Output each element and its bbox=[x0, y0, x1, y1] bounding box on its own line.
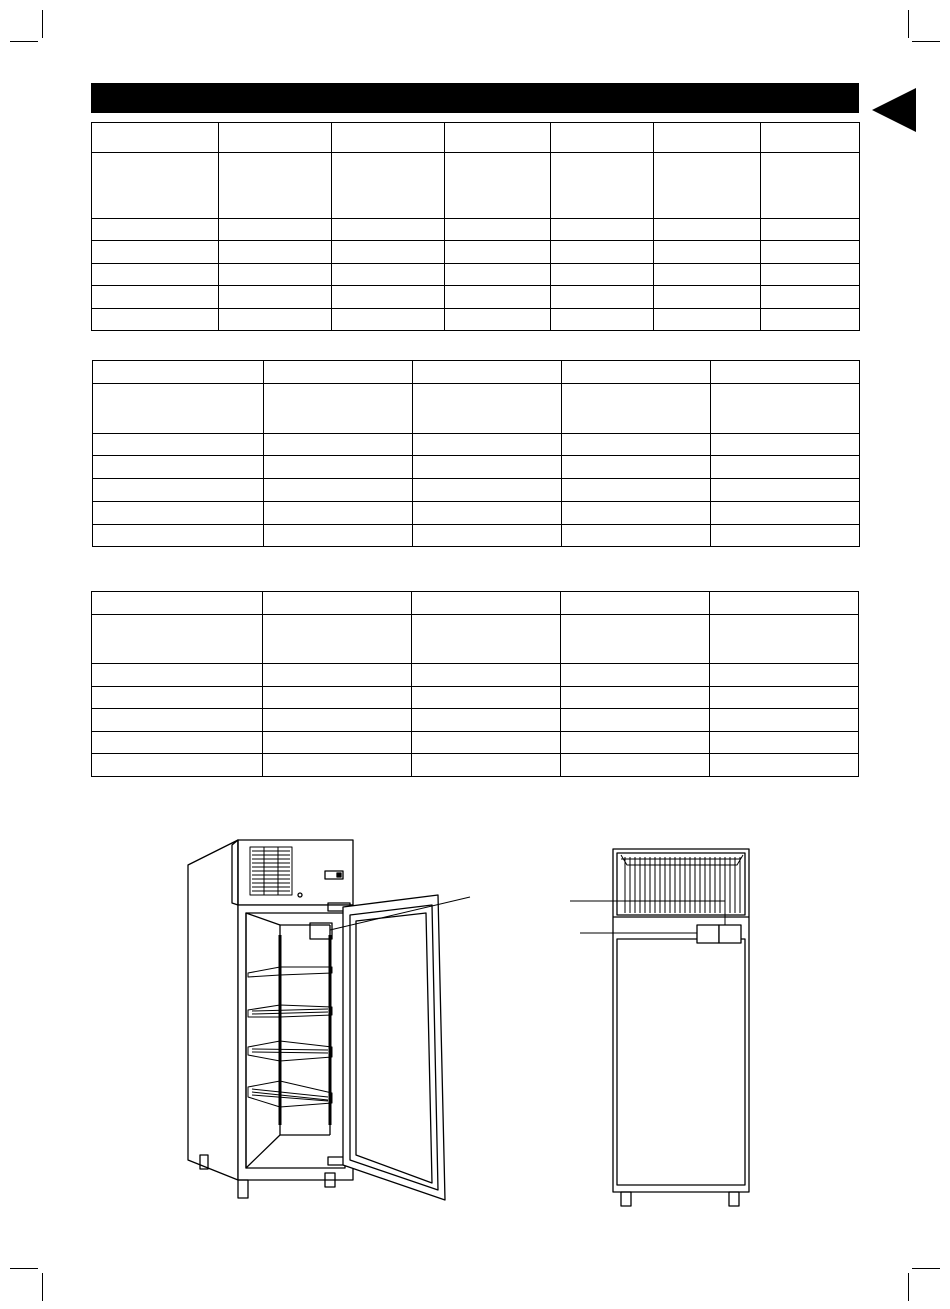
table-cell bbox=[562, 479, 711, 502]
table-cell bbox=[413, 361, 562, 384]
table-cell bbox=[263, 732, 412, 754]
table-cell bbox=[711, 434, 860, 456]
table-row bbox=[93, 434, 860, 456]
table-cell bbox=[413, 384, 562, 434]
table-cell bbox=[710, 709, 859, 732]
table-cell bbox=[413, 434, 562, 456]
table-cell bbox=[445, 123, 551, 153]
table-cell bbox=[561, 615, 710, 664]
table-cell bbox=[445, 219, 551, 241]
table-cell bbox=[561, 709, 710, 732]
table-label-row bbox=[92, 615, 859, 664]
table-cell bbox=[761, 123, 860, 153]
table-cell bbox=[413, 456, 562, 479]
table-cell bbox=[413, 502, 562, 525]
table-cell bbox=[551, 219, 654, 241]
table-cell bbox=[761, 286, 860, 309]
table-cell bbox=[561, 732, 710, 754]
table-cell bbox=[332, 309, 445, 331]
table-cell bbox=[654, 219, 761, 241]
table-cell bbox=[93, 525, 264, 547]
table-row bbox=[93, 525, 860, 547]
table-cell bbox=[445, 264, 551, 286]
table-row bbox=[92, 309, 860, 331]
table-row bbox=[92, 241, 860, 264]
table-cell bbox=[92, 309, 219, 331]
table-cell bbox=[92, 264, 219, 286]
table-cell bbox=[219, 241, 332, 264]
crop-mark bbox=[10, 41, 38, 42]
table-header-row bbox=[92, 592, 859, 615]
table-cell bbox=[654, 264, 761, 286]
table-cell bbox=[264, 479, 413, 502]
table-cell bbox=[412, 687, 561, 709]
table-cell bbox=[761, 264, 860, 286]
table-cell bbox=[263, 754, 412, 777]
table-cell bbox=[413, 525, 562, 547]
table-cell bbox=[92, 615, 263, 664]
table-row bbox=[92, 664, 859, 687]
table-cell bbox=[710, 615, 859, 664]
table-cell bbox=[711, 525, 860, 547]
table-cell bbox=[93, 502, 264, 525]
table-cell bbox=[219, 309, 332, 331]
table-cell bbox=[92, 732, 263, 754]
table-cell bbox=[93, 456, 264, 479]
table-cell bbox=[711, 502, 860, 525]
table-row bbox=[93, 479, 860, 502]
table-cell bbox=[412, 732, 561, 754]
table-cell bbox=[219, 264, 332, 286]
table-cell bbox=[93, 361, 264, 384]
triangle-left-icon bbox=[872, 88, 916, 132]
table-cell bbox=[92, 241, 219, 264]
table-cell bbox=[412, 615, 561, 664]
table-cell bbox=[551, 286, 654, 309]
table-cell bbox=[332, 264, 445, 286]
table-cell bbox=[263, 709, 412, 732]
table-cell bbox=[562, 384, 711, 434]
cabinet-open-door-drawing bbox=[180, 835, 480, 1210]
crop-mark bbox=[912, 1268, 940, 1269]
table-cell bbox=[445, 241, 551, 264]
table-cell bbox=[92, 219, 219, 241]
table-cell bbox=[761, 309, 860, 331]
table-header-row bbox=[93, 361, 860, 384]
table-cell bbox=[561, 664, 710, 687]
table-cell bbox=[654, 241, 761, 264]
table-cell bbox=[561, 754, 710, 777]
table-cell bbox=[551, 123, 654, 153]
table-cell bbox=[412, 592, 561, 615]
table-cell bbox=[654, 286, 761, 309]
table-cell bbox=[562, 502, 711, 525]
table-row bbox=[92, 219, 860, 241]
table-cell bbox=[654, 123, 761, 153]
table-label-row bbox=[92, 153, 860, 219]
table-cell bbox=[551, 264, 654, 286]
table-cell bbox=[761, 241, 860, 264]
table-cell bbox=[92, 687, 263, 709]
table-cell bbox=[551, 153, 654, 219]
crop-mark bbox=[42, 1273, 43, 1301]
table-cell bbox=[710, 687, 859, 709]
section-header-bar bbox=[91, 83, 859, 113]
table-cell bbox=[92, 592, 263, 615]
spec-table-1 bbox=[91, 122, 860, 331]
table-header-row bbox=[92, 123, 860, 153]
table-cell bbox=[561, 592, 710, 615]
table-cell bbox=[761, 153, 860, 219]
table-cell bbox=[412, 709, 561, 732]
table-cell bbox=[710, 732, 859, 754]
table-cell bbox=[710, 664, 859, 687]
table-row bbox=[92, 687, 859, 709]
table-cell bbox=[561, 687, 710, 709]
table-cell bbox=[711, 361, 860, 384]
table-cell bbox=[332, 153, 445, 219]
crop-mark bbox=[908, 10, 909, 38]
table-cell bbox=[92, 123, 219, 153]
spec-table-2 bbox=[92, 360, 860, 547]
table-cell bbox=[551, 241, 654, 264]
table-cell bbox=[263, 615, 412, 664]
spec-table-3 bbox=[91, 591, 859, 777]
table-cell bbox=[711, 456, 860, 479]
table-cell bbox=[263, 687, 412, 709]
table-row bbox=[92, 264, 860, 286]
table-cell bbox=[562, 525, 711, 547]
table-cell bbox=[710, 754, 859, 777]
table-cell bbox=[710, 592, 859, 615]
table-cell bbox=[654, 153, 761, 219]
table-cell bbox=[92, 664, 263, 687]
table-row bbox=[92, 732, 859, 754]
table-cell bbox=[263, 664, 412, 687]
table-cell bbox=[264, 361, 413, 384]
table-cell bbox=[93, 479, 264, 502]
table-row bbox=[92, 754, 859, 777]
table-cell bbox=[761, 219, 860, 241]
table-cell bbox=[93, 384, 264, 434]
table-cell bbox=[711, 479, 860, 502]
table-cell bbox=[412, 664, 561, 687]
table-cell bbox=[332, 123, 445, 153]
table-cell bbox=[562, 456, 711, 479]
crop-mark bbox=[10, 1268, 38, 1269]
table-cell bbox=[332, 241, 445, 264]
table-cell bbox=[332, 286, 445, 309]
table-cell bbox=[711, 384, 860, 434]
table-cell bbox=[93, 434, 264, 456]
table-cell bbox=[413, 479, 562, 502]
table-cell bbox=[445, 309, 551, 331]
table-cell bbox=[219, 153, 332, 219]
table-row bbox=[93, 456, 860, 479]
table-cell bbox=[92, 754, 263, 777]
crop-mark bbox=[908, 1273, 909, 1301]
table-cell bbox=[264, 434, 413, 456]
table-cell bbox=[445, 286, 551, 309]
table-cell bbox=[219, 286, 332, 309]
table-cell bbox=[92, 709, 263, 732]
table-cell bbox=[551, 309, 654, 331]
table-cell bbox=[219, 123, 332, 153]
table-cell bbox=[264, 384, 413, 434]
table-row bbox=[93, 502, 860, 525]
table-cell bbox=[264, 525, 413, 547]
crop-mark bbox=[912, 41, 940, 42]
table-cell bbox=[92, 286, 219, 309]
table-row bbox=[92, 286, 860, 309]
table-cell bbox=[263, 592, 412, 615]
crop-mark bbox=[42, 10, 43, 38]
table-cell bbox=[92, 153, 219, 219]
table-cell bbox=[562, 361, 711, 384]
cabinet-rear-view-drawing bbox=[565, 845, 755, 1210]
table-cell bbox=[412, 754, 561, 777]
table-cell bbox=[562, 434, 711, 456]
table-cell bbox=[445, 153, 551, 219]
table-cell bbox=[332, 219, 445, 241]
table-cell bbox=[264, 456, 413, 479]
table-cell bbox=[264, 502, 413, 525]
table-cell bbox=[219, 219, 332, 241]
table-row bbox=[92, 709, 859, 732]
table-cell bbox=[654, 309, 761, 331]
table-label-row bbox=[93, 384, 860, 434]
